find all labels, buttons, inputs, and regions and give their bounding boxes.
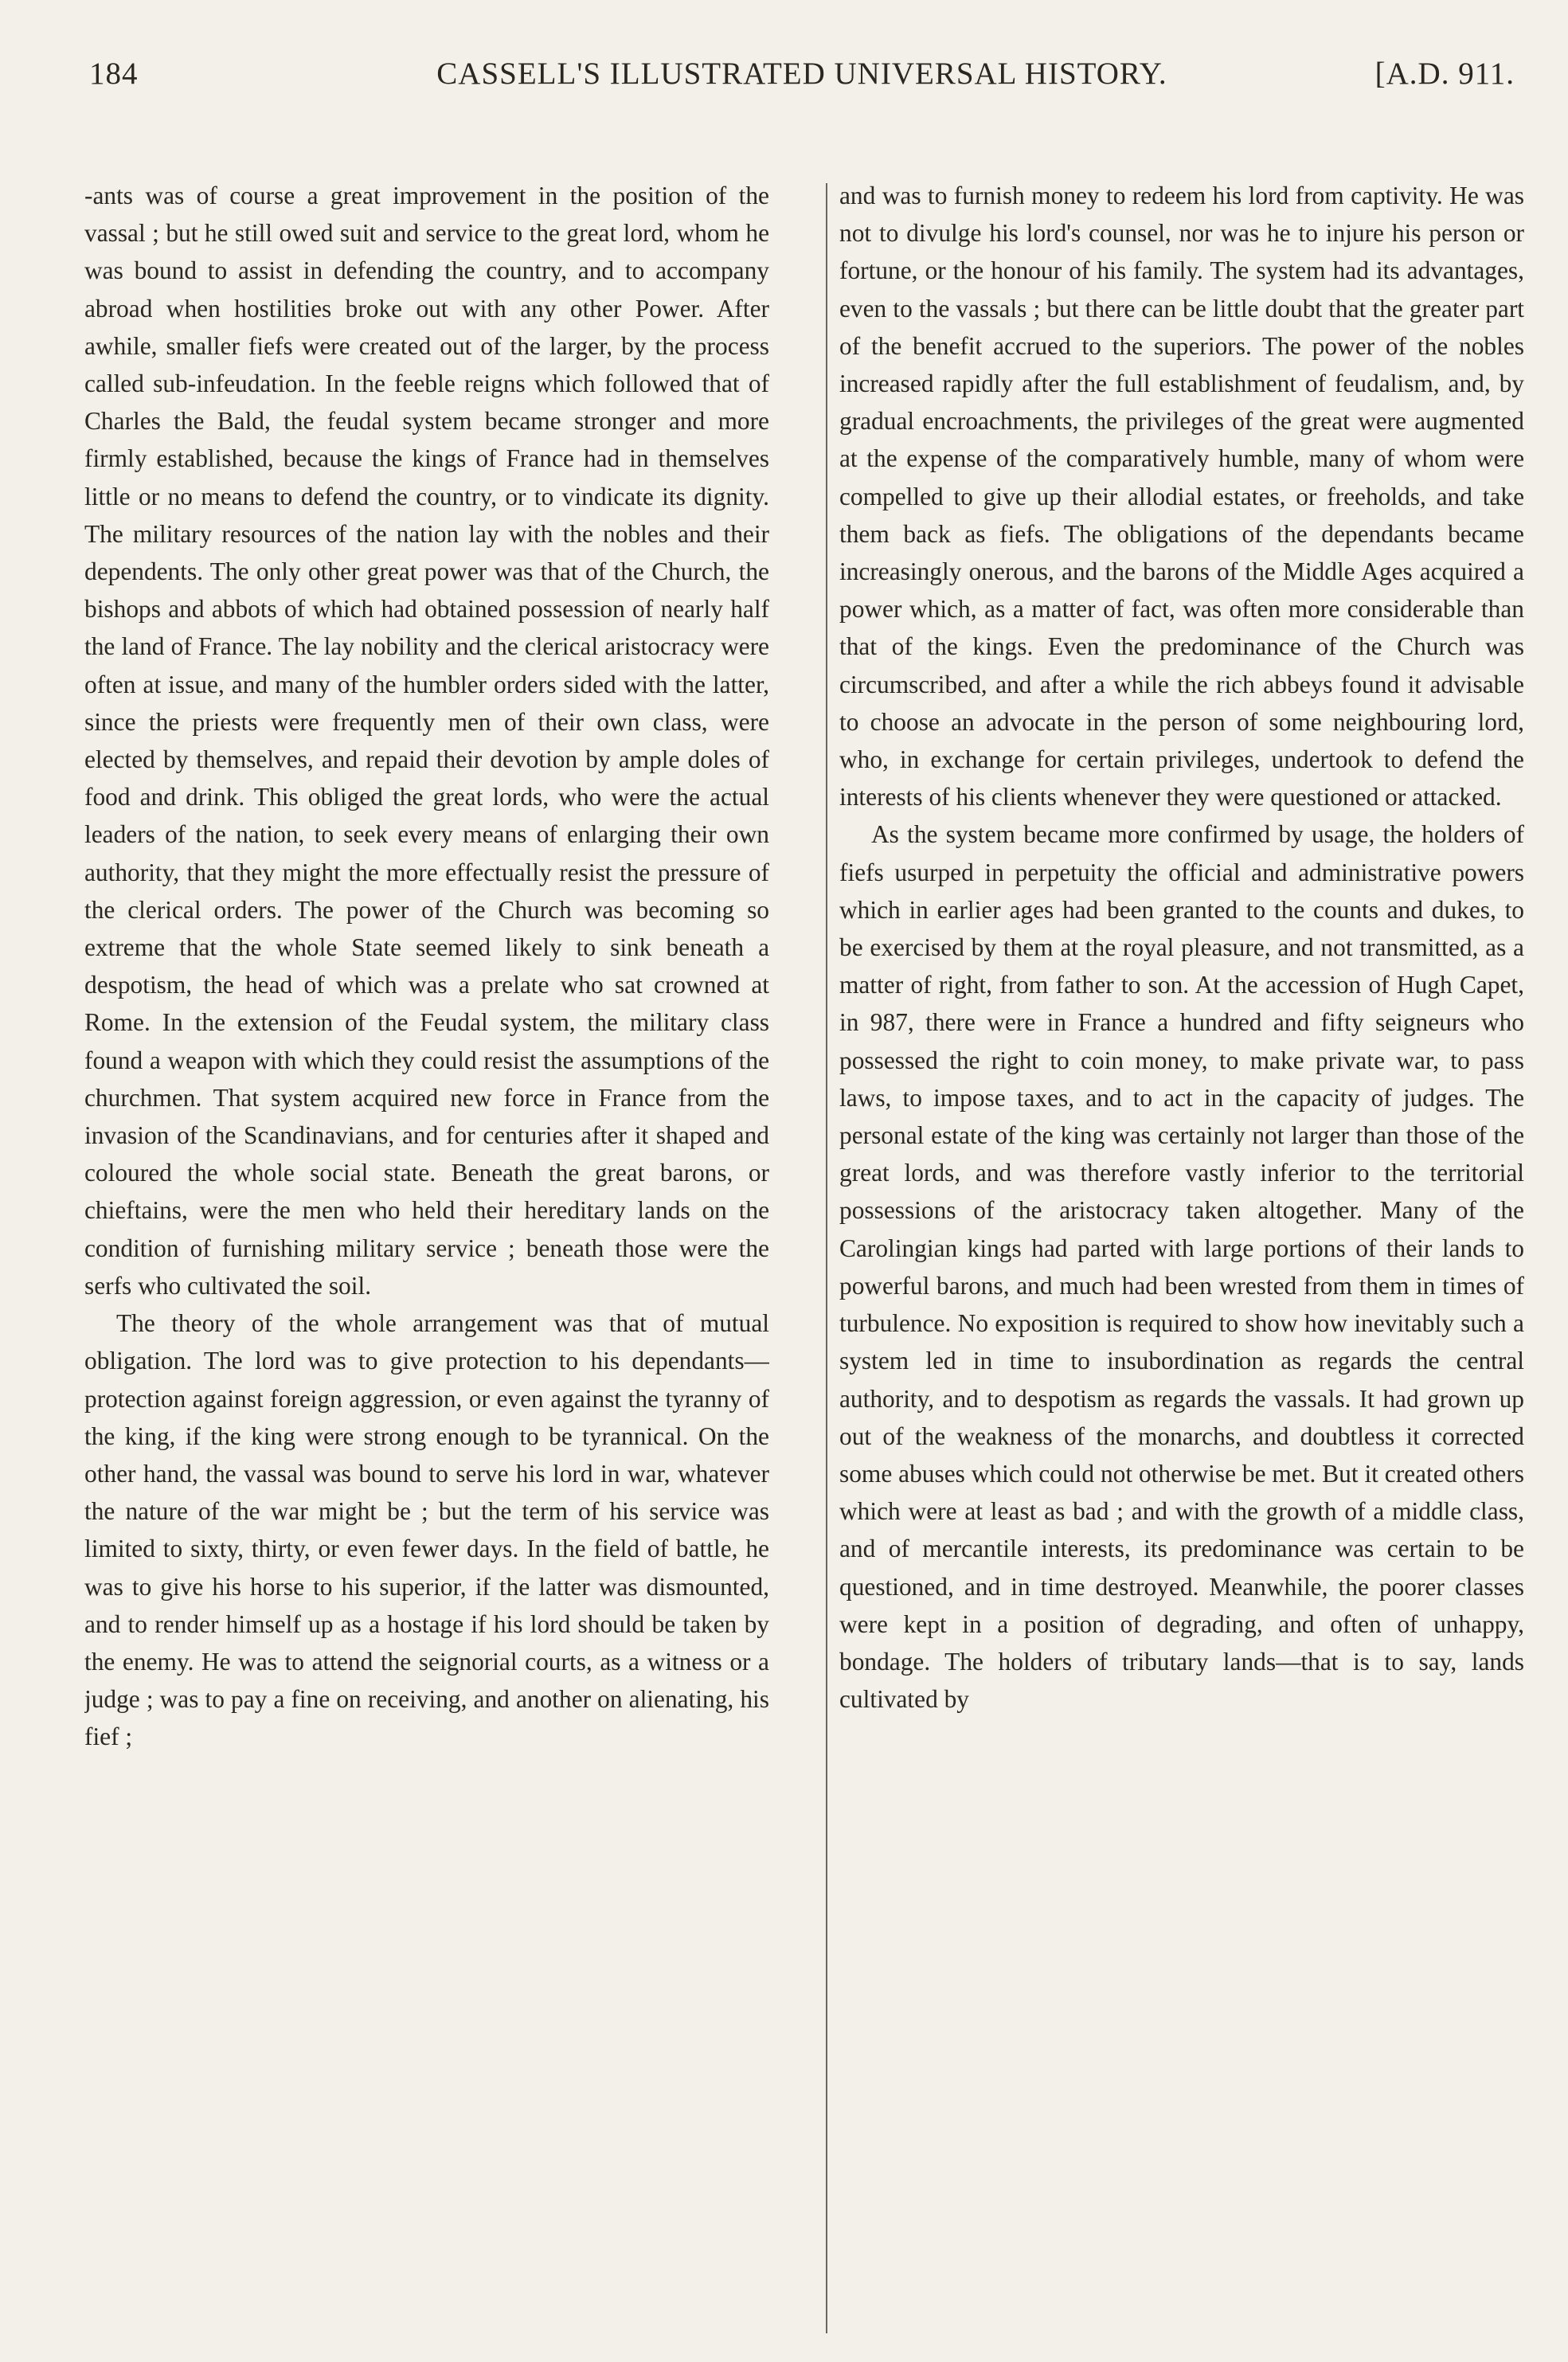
paragraph: As the system became more confirmed by usage, the holders of fiefs usurped in perpetuity the official and administrative powers which in earlier ages had been granted to the counts and dukes, to be exercised by them at the royal pleasure, and not transmitted, as a matter of right, from father to son. At the accession of Hugh Capet, in 987, there were in France a hundred and fifty seigneurs who possessed the right to coin money, to make private war, to pass laws, to impose taxes, and to act in the capacity of judges. The personal estate of the king was certainly not larger than those of the great lords, and was therefore vastly inferior to the territorial possessions of the aristocracy taken altogether. Many of the Carolingian kings had parted with large portions of their lands to powerful barons, and much had been wrested from them in times of turbulence. No exposition is required to show how inevitably such a system led in time to insubordination as regards the central authority, and to despotism as regards the vassals. It had grown up out of the weakness of the monarchs, and doubtless it corrected some abuses which could not otherwise be met. But it created others which were at least as bad ; and with the growth of a middle class, and of mercantile interests, its predominance was certain to be questioned, and in time destroyed. Meanwhile, the poorer classes were kept in a position of degrading, and often of unhappy, bondage. The holders of tributary lands—that is to say, lands cultivated by [839,820,1524,1714]
running-header [89,56,1515,111]
paragraph: and was to furnish money to redeem his lord from captivity. He was not to divulge his lord's counsel, nor was he to injure his person or fortune, or the honour of his family. The system had its advantages, even to the vassals ; but there can be little doubt that the greater part of the benefit accrued to the superiors. The power of the nobles increased rapidly after the full establishment of feudalism, and, by gradual encroachments, the privileges of the great were augmented at the expense of the comparatively humble, many of whom were compelled to give up their allodial estates, or freeholds, and take them back as fiefs. The obligations of the dependants became increasingly onerous, and the barons of the Middle Ages acquired a power which, as a matter of fact, was often more considerable than that of the kings. Even the predominance of the Church was circumscribed, and after a while the rich abbeys found it advisable to choose an advocate in the person of some neighbouring lord, who, in exchange for certain privileges, undertook to defend the interests of his clients whenever they were questioned or attacked. [839,182,1524,811]
column-divider [826,183,827,2333]
paragraph: -ants was of course a great improvement in the position of the vassal ; but he still owed suit and service to the great lord, whom he was bound to assist in defending the country, and to accompany abroad when hostilities broke out with any other Power. After awhile, smaller fiefs were created out of the larger, by the process called sub-infeudation. In the feeble reigns which followed that of Charles the Bald, the feudal system became stronger and more firmly established, because the kings of France had in themselves little or no means to defend the country, or to vindicate its dignity. The military resources of the nation lay with the nobles and their dependents. The only other great power was that of the Church, the bishops and abbots of which had obtained possession of nearly half the land of France. The lay nobility and the clerical aristocracy were often at issue, and many of the humbler orders sided with the latter, since the priests were frequently men of their own class, were elected by themselves, and repaid their devotion by ample doles of food and drink. This obliged the great lords, who were the actual leaders of the nation, to seek every means of enlarging their own authority, that they might the more effectually resist the pressure of the clerical orders. The power of the Church was becoming so extreme that the whole State seemed likely to sink beneath a despotism, the head of which was a prelate who sat crowned at Rome. In the extension of the Feudal system, the military class found a weapon with which they could resist the assumptions of the churchmen. That system acquired new force in France from the invasion of the Scandinavians, and for centuries after it shaped and coloured the whole social state. Beneath the great barons, or chieftains, were the men who held their hereditary lands on the condition of furnishing military service ; beneath those were the serfs who cultivated the soil. [84,182,769,1300]
paragraph: The theory of the whole arrangement was that of mutual obligation. The lord was to give protection to his dependants—protection against foreign aggression, or even against the tyranny of the king, if the king were strong enough to be tyrannical. On the other hand, the vassal was bound to serve his lord in war, whatever the nature of the war might be ; but the term of his service was limited to sixty, thirty, or even fewer days. In the field of battle, he was to give his horse to his superior, if the latter was dismounted, and to render himself up as a hostage if his lord should be taken by the enemy. He was to attend the seignorial courts, as a witness or a judge ; was to pay a fine on receiving, and another on alienating, his fief ; [84,1309,769,1751]
header-date: [A.D. 911. [1374,57,1515,91]
left-column [84,177,769,2327]
running-title: CASSELL'S ILLUSTRATED UNIVERSAL HISTORY. [436,57,1167,91]
page-number: 184 [89,57,139,91]
right-column [839,177,1524,2327]
